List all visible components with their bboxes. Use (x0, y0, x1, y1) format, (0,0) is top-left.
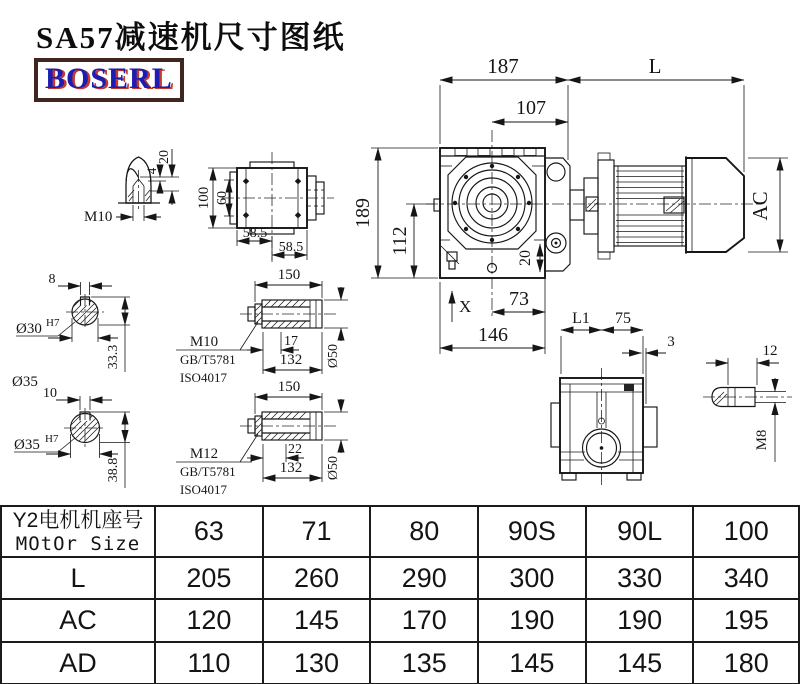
dim-60: 60 (215, 191, 230, 205)
dim-3: 3 (667, 334, 675, 350)
dim-dia50-a: Ø50 (326, 343, 341, 369)
size-cell: 100 (693, 506, 799, 557)
x-direction-label: X (459, 297, 472, 316)
dim-75: 75 (615, 310, 631, 327)
shaft-b-std1: GB/T5781 (180, 464, 236, 479)
motor-frame-header-cell (1, 506, 155, 557)
shaft-b-std2: ISO4017 (180, 482, 227, 497)
table-row-AD (1, 642, 799, 684)
hollow-shaft-view-m12 (176, 379, 348, 497)
dim-20-stud: 20 (157, 150, 172, 164)
row-label-L: L (1, 557, 155, 599)
bore30-tol-label: H7 (46, 317, 60, 329)
shaft-b-thread: M12 (189, 446, 219, 462)
size-cell: 90L (586, 506, 694, 557)
value-cell: 120 (155, 599, 263, 642)
value-cell: 170 (370, 599, 478, 642)
motor-size-table (0, 505, 800, 684)
value-cell: 145 (586, 642, 694, 684)
value-cell: 145 (478, 642, 586, 684)
motor-frame-label-cn: Y2电机机座号 (12, 508, 144, 532)
bore35-dia-label: Ø35 (14, 437, 40, 453)
boserl-logo (34, 58, 184, 102)
value-cell: 290 (370, 557, 478, 599)
bore35-tol-label: H7 (45, 433, 59, 445)
table-row-L (1, 557, 799, 599)
dim-388: 38.8 (106, 457, 121, 483)
value-cell: 180 (693, 642, 799, 684)
dim-112: 112 (389, 226, 411, 256)
size-cell: 63 (155, 506, 263, 557)
gearbox-top-view (196, 152, 334, 262)
value-cell: 130 (263, 642, 371, 684)
dim-132-a: 132 (279, 352, 303, 368)
size-cell: 71 (263, 506, 371, 557)
size-cell: 80 (370, 506, 478, 557)
dim-100: 100 (196, 186, 212, 210)
main-view (352, 54, 788, 354)
dim-146: 146 (478, 324, 508, 346)
value-cell: 110 (155, 642, 263, 684)
shaft-a-std1: GB/T5781 (180, 352, 236, 367)
row-label-AD: AD (1, 642, 155, 684)
dim-187: 187 (487, 54, 519, 78)
dia35-label: Ø35 (12, 374, 38, 390)
stud-thread-label: M10 (84, 209, 113, 225)
value-cell: 135 (370, 642, 478, 684)
value-cell: 260 (263, 557, 371, 599)
logo-text: BOSERL (45, 62, 173, 95)
dim-L1: L1 (572, 310, 590, 327)
row-label-AC: AC (1, 599, 155, 642)
size-cell: 90S (478, 506, 586, 557)
dim-4: 4 (144, 167, 159, 175)
value-cell: 330 (586, 557, 694, 599)
bore-section-35 (14, 386, 130, 488)
dim-dia50-b: Ø50 (326, 455, 341, 481)
dim-73: 73 (509, 288, 529, 310)
bore-section-30 (16, 272, 130, 372)
dim-189: 189 (352, 198, 374, 228)
value-cell: 190 (478, 599, 586, 642)
shaft-a-thread: M10 (189, 334, 219, 350)
bore30-dia-label: Ø30 (16, 321, 42, 337)
shaft-a-std2: ISO4017 (180, 370, 227, 385)
dim-L: L (648, 54, 662, 78)
hollow-shaft-view-m10 (176, 267, 348, 385)
stud-end-view (84, 149, 179, 225)
dim-107: 107 (516, 97, 546, 119)
value-cell: 190 (586, 599, 694, 642)
value-cell: 145 (263, 599, 371, 642)
dim-22: 22 (288, 442, 302, 457)
dim-585-right: 58.5 (278, 240, 304, 255)
table-row-AC (1, 599, 799, 642)
dim-132-b: 132 (279, 460, 303, 476)
motor-frame-label-en: MOtOr Size (15, 532, 141, 555)
dim-17: 17 (284, 334, 298, 349)
dim-10: 10 (43, 386, 57, 401)
value-cell: 195 (693, 599, 799, 642)
value-cell: 340 (693, 557, 799, 599)
dim-333: 33.3 (106, 344, 121, 370)
value-cell: 300 (478, 557, 586, 599)
dim-585-left: 58.5 (242, 226, 268, 241)
rear-view (551, 310, 792, 486)
value-cell: 205 (155, 557, 263, 599)
page-title: SA57减速机尺寸图纸 (36, 20, 346, 55)
dim-20-main: 20 (517, 250, 534, 266)
dim-8: 8 (48, 272, 56, 287)
table-header-row (1, 506, 799, 557)
dim-AC: AC (748, 191, 772, 221)
dim-150-a: 150 (277, 267, 301, 283)
dim-M8: M8 (754, 429, 770, 451)
dim-12: 12 (762, 343, 778, 359)
dim-150-b: 150 (277, 379, 301, 395)
